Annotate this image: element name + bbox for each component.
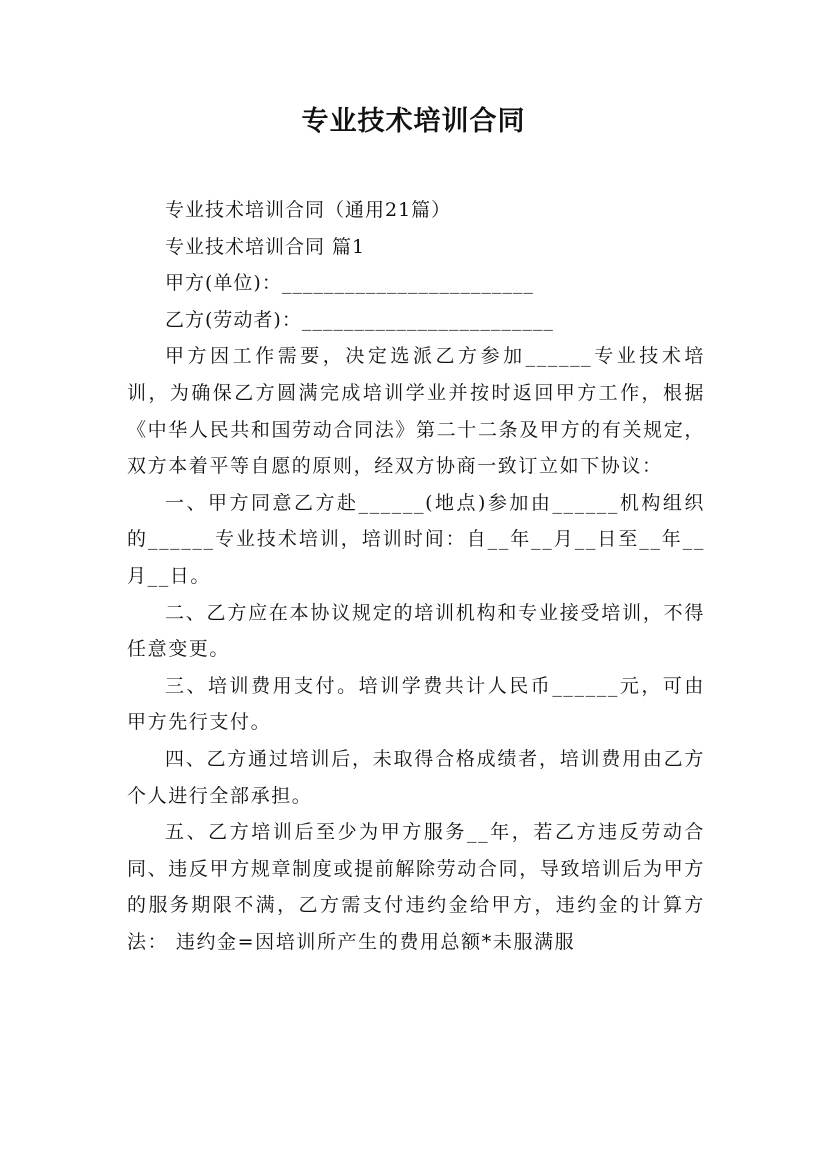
paragraph-clause-4: 四、乙方通过培训后，未取得合格成绩者，培训费用由乙方个人进行全部承担。	[127, 747, 705, 807]
document-title: 专业技术培训合同	[301, 106, 526, 137]
paragraph-subtitle: 专业技术培训合同（通用21篇）	[165, 199, 452, 221]
paragraph-party-b: 乙方(劳动者)：________________________	[165, 308, 554, 331]
document-body	[127, 192, 705, 960]
paragraph-clause-3: 三、培训费用支付。培训学费共计人民币______元，可由甲方先行支付。	[127, 674, 705, 734]
paragraph-clause-5: 五、乙方培训后至少为甲方服务__年，若乙方违反劳动合同、违反甲方规章制度或提前解除劳动合同，导致培训后为甲方的服务期限不满，乙方需支付违约金给甲方，违约金的计算方法： 违约金=因培训所产生的费用总额*未服满服	[127, 821, 705, 953]
paragraph-clause-1: 一、甲方同意乙方赴______(地点)参加由______机构组织的______专业技术培训，培训时间：自__年__月__日至__年__月__日。	[127, 491, 705, 587]
paragraph-preamble: 甲方因工作需要，决定选派乙方参加______专业技术培训，为确保乙方圆满完成培训学业并按时返回甲方工作，根据《中华人民共和国劳动合同法》第二十二条及甲方的有关规定，双方本着平等自愿的原则，经双方协商一致订立如下协议：	[127, 345, 705, 478]
paragraph-section-heading: 专业技术培训合同 篇1	[165, 235, 366, 258]
paragraph-party-a: 甲方(单位)：________________________	[165, 272, 534, 295]
paragraph-clause-2: 二、乙方应在本协议规定的培训机构和专业接受培训，不得任意变更。	[127, 601, 705, 661]
